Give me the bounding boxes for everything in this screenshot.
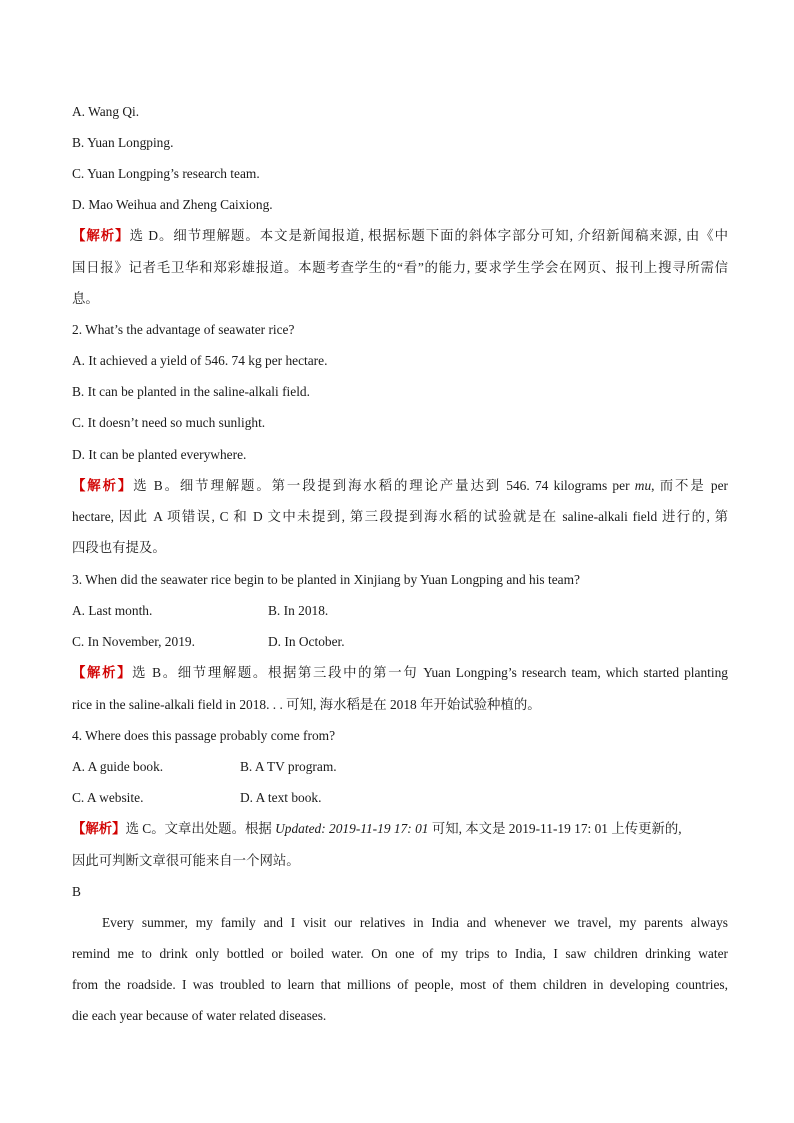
q2-analysis-line-1: 【解析】选 B。细节理解题。第一段提到海水稻的理论产量达到 546. 74 kilograms per mu, 而不是 per	[72, 478, 728, 493]
q4-analysis-line-2: 因此可判断文章很可能来自一个网站。	[72, 853, 300, 868]
analysis-tag: 【解析】	[72, 821, 126, 836]
q1-analysis-line-1: 【解析】选 D。细节理解题。本文是新闻报道, 根据标题下面的斜体字部分可知, 介绍新闻稿来源, 由《中	[72, 228, 728, 243]
q2-analysis-line-2: hectare, 因此 A 项错误, C 和 D 文中未提到, 第三段提到海水稻的试验就是在 saline-alkali field 进行的, 第	[72, 509, 728, 524]
q4-option-c: C. A website.	[72, 790, 144, 805]
q4-options-row-1	[72, 758, 728, 776]
q3-option-d: D. In October.	[268, 634, 345, 649]
q2-option-d: D. It can be planted everywhere.	[72, 447, 247, 462]
passage-line-3: from the roadside. I was troubled to learn that millions of people, most of them children in developing countries,	[72, 977, 728, 992]
q1-option-a: A. Wang Qi.	[72, 104, 140, 119]
q2-option-c: C. It doesn’t need so much sunlight.	[72, 415, 266, 430]
q3-option-b: B. In 2018.	[268, 603, 329, 618]
q4-option-b: B. A TV program.	[240, 759, 337, 774]
q2-question: 2. What’s the advantage of seawater rice?	[72, 322, 295, 337]
section-heading: B	[72, 884, 81, 899]
q1-analysis-line-2: 国日报》记者毛卫华和郑彩雄报道。本题考查学生的“看”的能力, 要求学生学会在网页、报刊上搜寻所需信	[72, 260, 728, 275]
analysis-tag: 【解析】	[72, 665, 133, 680]
q3-analysis-line-1: 【解析】选 B。细节理解题。根据第三段中的第一句 Yuan Longping’s research team, which started planting	[72, 665, 729, 680]
q4-question: 4. Where does this passage probably come from?	[72, 728, 336, 743]
q4-options-row-2	[72, 789, 728, 807]
q3-options-row-2	[72, 633, 728, 651]
q4-option-d: D. A text book.	[240, 790, 322, 805]
q1-option-c: C. Yuan Longping’s research team.	[72, 166, 260, 181]
passage-line-2: remind me to drink only bottled or boiled water. On one of my trips to India, I saw children drinking water	[72, 946, 728, 961]
passage-line-4: die each year because of water related diseases.	[72, 1008, 327, 1023]
q3-option-a: A. Last month.	[72, 603, 153, 618]
analysis-tag: 【解析】	[72, 228, 130, 243]
passage-line-1: Every summer, my family and I visit our relatives in India and whenever we travel, my parents always	[102, 915, 728, 930]
analysis-tag: 【解析】	[72, 478, 134, 493]
q3-analysis-line-2: rice in the saline-alkali field in 2018. . . 可知, 海水稻是在 2018 年开始试验种植的。	[72, 697, 541, 712]
q3-option-c: C. In November, 2019.	[72, 634, 195, 649]
q3-question: 3. When did the seawater rice begin to be planted in Xinjiang by Yuan Longping and his team?	[72, 572, 580, 587]
q1-option-b: B. Yuan Longping.	[72, 135, 174, 150]
q4-analysis-line-1: 【解析】选 C。文章出处题。根据 Updated: 2019-11-19 17: 01 可知, 本文是 2019-11-19 17: 01 上传更新的,	[72, 821, 682, 836]
q1-analysis-line-3: 息。	[72, 291, 99, 306]
q2-option-b: B. It can be planted in the saline-alkali field.	[72, 384, 310, 399]
q3-options-row-1	[72, 602, 728, 620]
q1-option-d: D. Mao Weihua and Zheng Caixiong.	[72, 197, 273, 212]
q2-analysis-line-3: 四段也有提及。	[72, 540, 166, 555]
q4-option-a: A. A guide book.	[72, 759, 164, 774]
q2-option-a: A. It achieved a yield of 546. 74 kg per hectare.	[72, 353, 328, 368]
